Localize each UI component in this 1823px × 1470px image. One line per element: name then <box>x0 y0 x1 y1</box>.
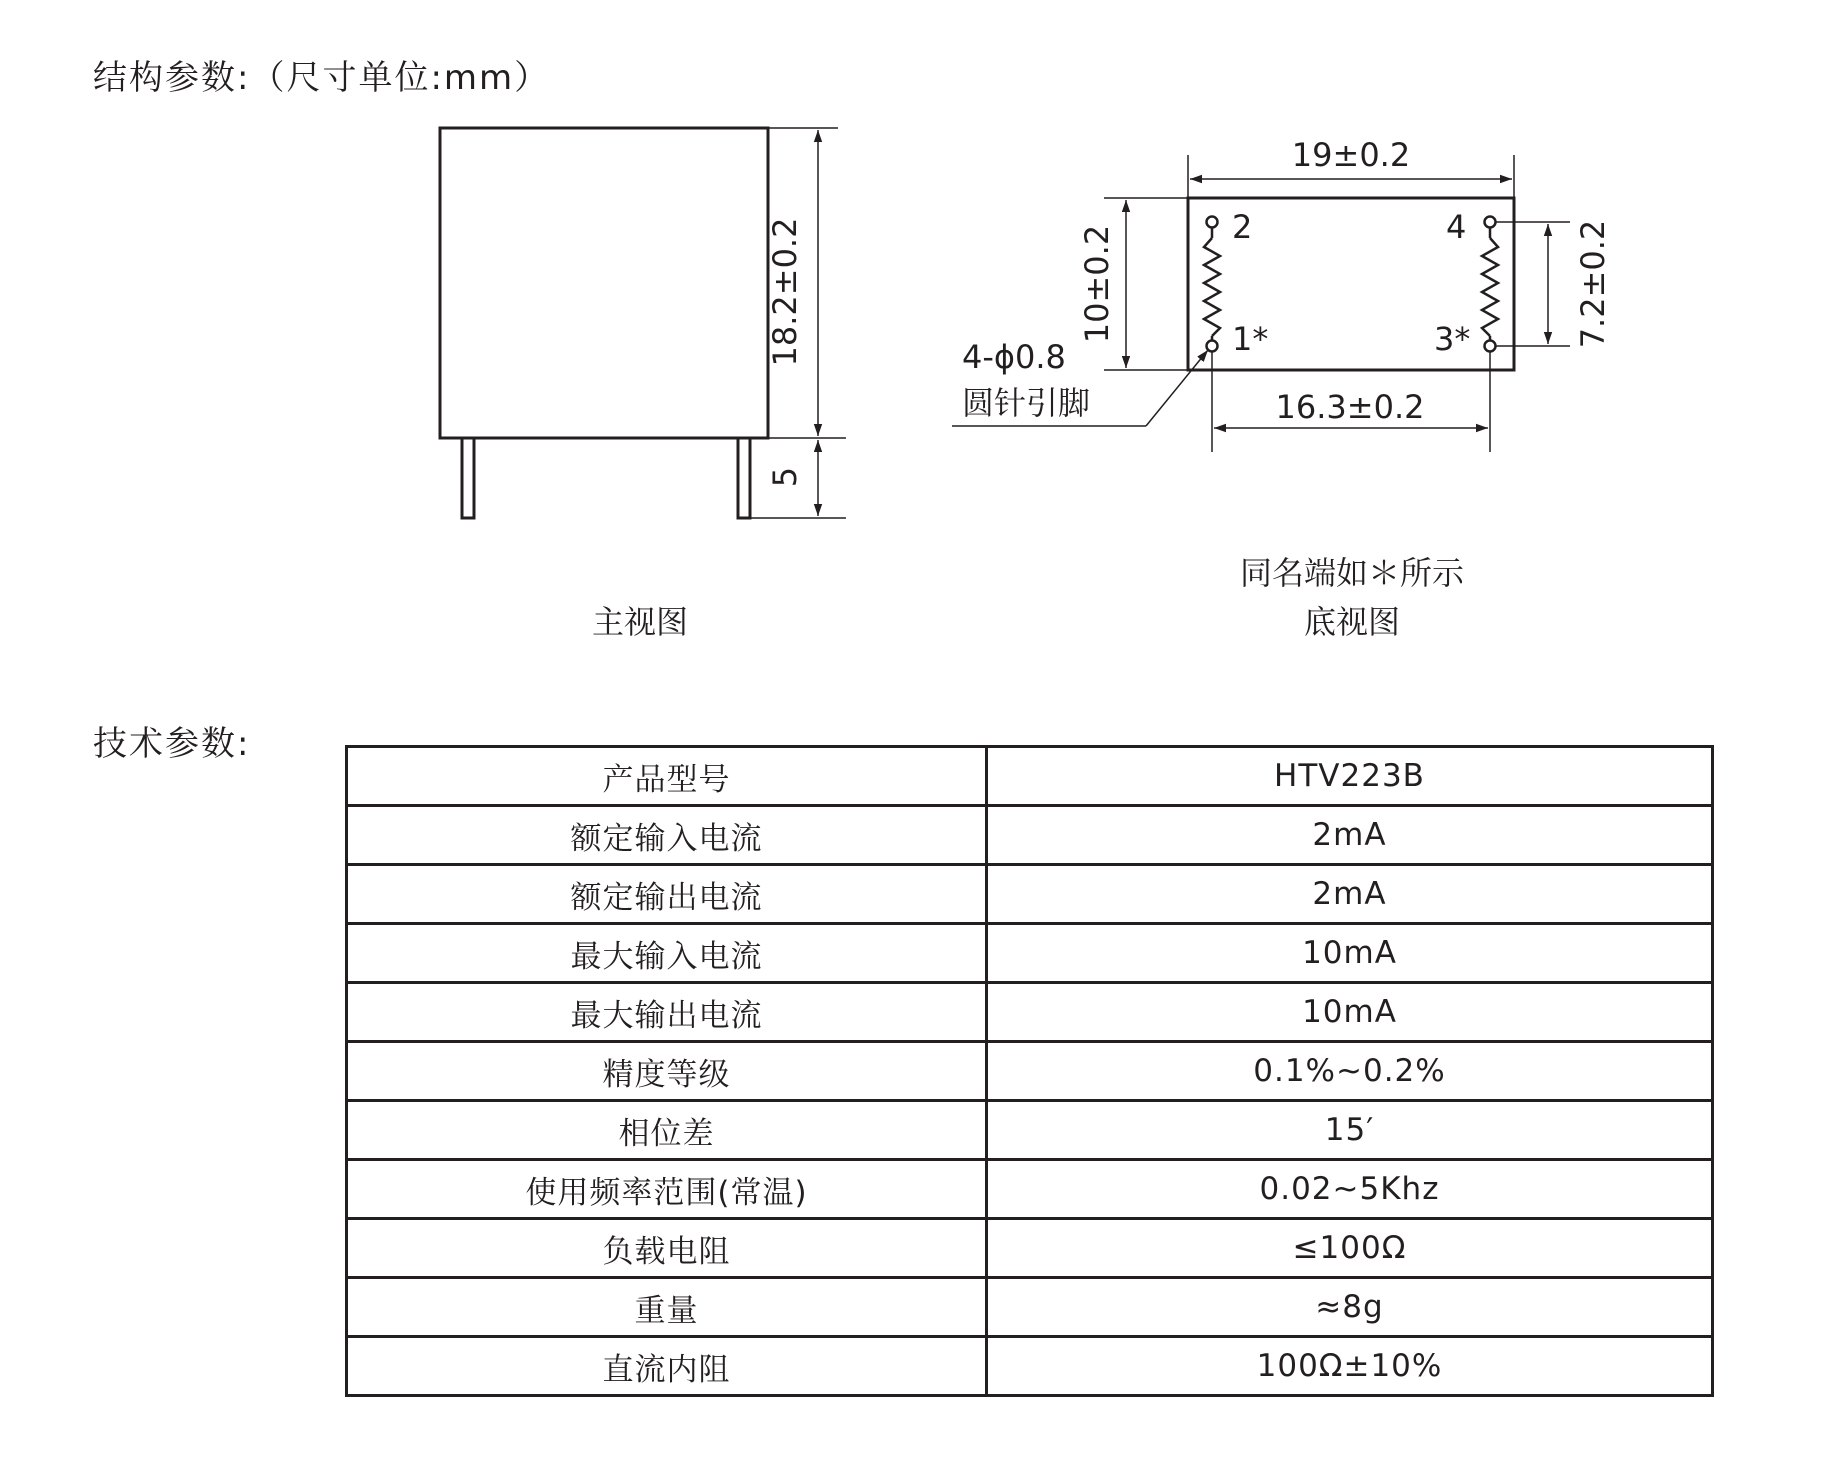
spec-table <box>345 745 1714 1397</box>
pin-4-label: 4 <box>1446 208 1467 246</box>
spec-value-cell: 100Ω±10% <box>987 1337 1713 1396</box>
pin-2-label: 2 <box>1232 208 1253 246</box>
left-winding-coil <box>1204 238 1220 336</box>
front-right-pin <box>738 438 750 518</box>
bottom-width-dim-label: 19±0.2 <box>1291 136 1411 174</box>
structure-drawings <box>0 0 1823 700</box>
table-row <box>347 1337 1713 1396</box>
spec-value-cell: 2mA <box>987 806 1713 865</box>
spec-param-cell: 重量 <box>347 1278 987 1337</box>
spec-value-cell: 10mA <box>987 983 1713 1042</box>
front-body-outline <box>440 128 768 438</box>
table-row <box>347 1278 1713 1337</box>
spec-param-cell: 相位差 <box>347 1101 987 1160</box>
front-left-pin <box>462 438 474 518</box>
pin-callout-line2: 圆针引脚 <box>962 384 1091 422</box>
pin-callout-leader <box>1146 350 1208 426</box>
pin-3-label: 3* <box>1434 320 1471 358</box>
spec-value-cell: 0.02~5Khz <box>987 1160 1713 1219</box>
spec-value-cell: 2mA <box>987 865 1713 924</box>
table-row <box>347 806 1713 865</box>
bottom-height-dim-label: 10±0.2 <box>1078 224 1116 344</box>
bottom-view-note: 同名端如＊所示 <box>1239 554 1465 592</box>
table-row <box>347 1160 1713 1219</box>
spec-param-cell: 使用频率范围(常温) <box>347 1160 987 1219</box>
spec-param-cell: 精度等级 <box>347 1042 987 1101</box>
front-view-caption: 主视图 <box>591 603 689 641</box>
structure-heading: 结构参数:（尺寸单位:mm） <box>93 58 551 98</box>
table-row <box>347 865 1713 924</box>
pin-1-hole <box>1207 341 1218 352</box>
spec-value-cell: HTV223B <box>987 747 1713 806</box>
bottom-view-caption: 底视图 <box>1303 603 1401 641</box>
spec-param-cell: 最大输入电流 <box>347 924 987 983</box>
bottom-pin-spacing-x-label: 16.3±0.2 <box>1275 388 1425 426</box>
spec-value-cell: 10mA <box>987 924 1713 983</box>
table-row <box>347 1219 1713 1278</box>
front-view <box>440 128 846 641</box>
spec-param-cell: 最大输出电流 <box>347 983 987 1042</box>
spec-value-cell: 15′ <box>987 1101 1713 1160</box>
spec-value-cell: ≤100Ω <box>987 1219 1713 1278</box>
pin-1-label: 1* <box>1232 320 1269 358</box>
front-pin-dim-label: 5 <box>766 466 804 488</box>
pin-2-hole <box>1207 217 1218 228</box>
spec-param-cell: 直流内阻 <box>347 1337 987 1396</box>
table-row <box>347 1101 1713 1160</box>
spec-value-cell: 0.1%~0.2% <box>987 1042 1713 1101</box>
tech-heading: 技术参数: <box>93 724 251 764</box>
table-row <box>347 747 1713 806</box>
bottom-pin-spacing-y-label: 7.2±0.2 <box>1574 219 1612 349</box>
bottom-view <box>952 136 1612 641</box>
table-row <box>347 924 1713 983</box>
pin-callout-line1: 4-ϕ0.8 <box>962 338 1066 376</box>
table-row <box>347 983 1713 1042</box>
pin-4-hole <box>1485 217 1496 228</box>
pin-3-hole <box>1485 341 1496 352</box>
table-row <box>347 1042 1713 1101</box>
spec-param-cell: 额定输出电流 <box>347 865 987 924</box>
spec-param-cell: 额定输入电流 <box>347 806 987 865</box>
front-height-dim-label: 18.2±0.2 <box>766 217 804 367</box>
spec-param-cell: 负载电阻 <box>347 1219 987 1278</box>
right-winding-coil <box>1482 238 1498 336</box>
spec-param-cell: 产品型号 <box>347 747 987 806</box>
spec-value-cell: ≈8g <box>987 1278 1713 1337</box>
